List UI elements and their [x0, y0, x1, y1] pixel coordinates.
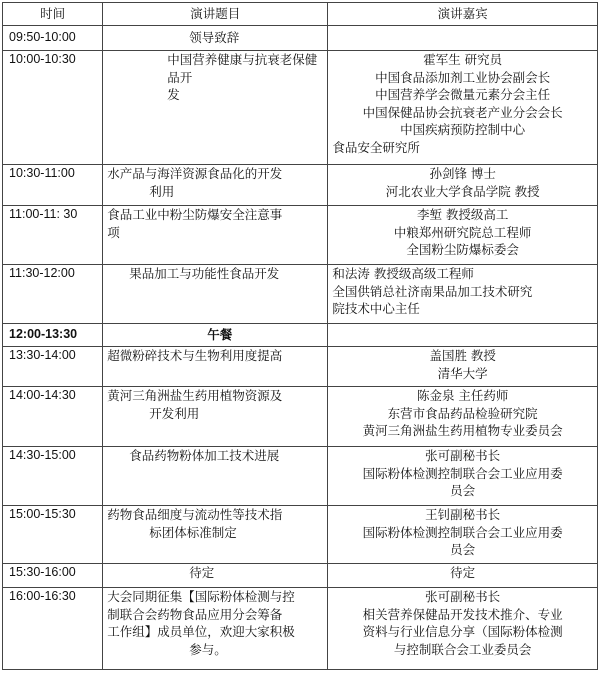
topic-cell: [103, 588, 328, 670]
topic-line: 项: [107, 224, 120, 240]
schedule-table: [2, 2, 598, 670]
speaker-line: 中国保健品协会抗衰老产业分会会长: [362, 104, 563, 120]
time-cell: 14:30-15:00: [3, 447, 103, 506]
speaker-line: 中国营养学会微量元素分会主任: [375, 87, 551, 102]
table-row: [3, 265, 598, 324]
speaker-line: 张可副秘书长: [425, 589, 501, 604]
header-row: [3, 3, 598, 26]
topic-line: 黄河三角洲盐生药用植物资源及: [107, 388, 283, 403]
table-row: [3, 51, 598, 165]
topic-line: 领导致辞: [189, 30, 240, 46]
topic-cell: [103, 165, 328, 206]
header-time: 时间: [3, 3, 103, 26]
speaker-line: 资料与行业信息分享（国际粉体检测: [362, 624, 563, 639]
topic-cell: [103, 265, 328, 324]
table-row: [3, 26, 598, 51]
table-row: [3, 206, 598, 265]
time-cell: 14:00-14:30: [3, 387, 103, 447]
speaker-cell: [328, 347, 598, 387]
speaker-line: 霍军生 研究员: [423, 52, 503, 67]
topic-cell: [103, 347, 328, 387]
time-cell: 11:30-12:00: [3, 265, 103, 324]
time-cell: 12:00-13:30: [3, 324, 103, 347]
speaker-line: 全国粉尘防爆标委会: [406, 242, 519, 257]
topic-cell: [103, 206, 328, 265]
topic-line: 果品加工与功能性食品开发: [129, 266, 280, 281]
topic-line: 开发利用: [149, 405, 200, 421]
table-row: [3, 506, 598, 564]
topic-line: 水产品与海洋资源食品化的开发: [107, 166, 283, 181]
speaker-line: 陈金泉 主任药师: [416, 388, 509, 403]
speaker-cell: [328, 564, 598, 588]
speaker-cell: [328, 324, 598, 347]
header-speaker: 演讲嘉宾: [328, 3, 598, 26]
speaker-line: 和法涛 教授级高级工程师: [332, 266, 474, 281]
speaker-line: 张可副秘书长: [425, 448, 501, 463]
speaker-line: 李堑 教授级高工: [416, 207, 509, 222]
speaker-line: 黄河三角洲盐生药用植物专业委员会: [362, 423, 563, 438]
table-row: [3, 447, 598, 506]
header-topic: 演讲题目: [103, 3, 328, 26]
speaker-line: 盖国胜 教授: [429, 348, 496, 363]
time-cell: 15:00-15:30: [3, 506, 103, 564]
speaker-line: 院技术中心主任: [332, 301, 420, 316]
speaker-line: 中国食品添加剂工业协会副会长: [375, 69, 551, 85]
time-cell: 11:00-11: 30: [3, 206, 103, 265]
speaker-cell: [328, 165, 598, 206]
topic-line: 待定: [189, 565, 215, 580]
time-cell: 09:50-10:00: [3, 26, 103, 51]
topic-line: 食品药物粉体加工技术进展: [129, 448, 280, 463]
speaker-cell: [328, 506, 598, 564]
speaker-cell: [328, 265, 598, 324]
table-row: [3, 564, 598, 588]
speaker-line: 中粮郑州研究院总工程师: [393, 224, 532, 240]
topic-line: 超微粉碎技术与生物利用度提高: [107, 348, 283, 363]
speaker-line: 待定: [450, 565, 476, 580]
topic-line: 大会同期征集【国际粉体检测与控: [107, 589, 295, 604]
topic-cell: [103, 26, 328, 51]
topic-line: 药物食品细度与流动性等技术指: [107, 507, 283, 522]
speaker-line: 中国疾病预防控制中心: [400, 122, 526, 137]
topic-line: 食品工业中粉尘防爆安全注意事: [107, 207, 283, 222]
speaker-cell: [328, 26, 598, 51]
speaker-line: 清华大学: [437, 365, 488, 381]
speaker-cell: [328, 51, 598, 165]
time-cell: 15:30-16:00: [3, 564, 103, 588]
topic-line: 制联合会药物食品应用分会筹备: [107, 606, 283, 622]
speaker-line: 与控制联合会工业委员会: [393, 641, 532, 657]
time-cell: 13:30-14:00: [3, 347, 103, 387]
topic-line: 标团体标准制定: [149, 524, 237, 540]
table-row: [3, 324, 598, 347]
speaker-line: 员会: [450, 542, 476, 557]
table-row: [3, 347, 598, 387]
topic-cell: [103, 447, 328, 506]
topic-line: 午餐: [207, 327, 233, 343]
topic-line: 工作组】成员单位，欢迎大家积极: [107, 624, 295, 639]
topic-cell: [103, 324, 328, 347]
speaker-line: 食品安全研究所: [332, 139, 420, 155]
speaker-line: 员会: [450, 483, 476, 498]
table-row: [3, 387, 598, 447]
speaker-line: 相关营养保健品开发技术推介、专业: [362, 606, 563, 622]
speaker-cell: [328, 206, 598, 265]
speaker-cell: [328, 588, 598, 670]
speaker-line: 全国供销总社济南果品加工技术研究: [332, 283, 533, 299]
speaker-line: 孙剑锋 博士: [429, 166, 496, 181]
time-cell: 10:30-11:00: [3, 165, 103, 206]
table-row: [3, 165, 598, 206]
table-row: [3, 588, 598, 670]
speaker-line: 国际粉体检测控制联合会工业应用委: [362, 524, 563, 540]
topic-line: 发: [167, 87, 180, 102]
topic-cell: [103, 564, 328, 588]
speaker-cell: [328, 387, 598, 447]
speaker-line: 东营市食品药品检验研究院: [387, 405, 538, 421]
time-cell: 10:00-10:30: [3, 51, 103, 165]
time-cell: 16:00-16:30: [3, 588, 103, 670]
speaker-line: 国际粉体检测控制联合会工业应用委: [362, 465, 563, 481]
speaker-cell: [328, 447, 598, 506]
topic-cell: [103, 506, 328, 564]
topic-line: 中国营养健康与抗衰老保健品开: [167, 52, 318, 85]
topic-cell: [103, 51, 328, 165]
topic-line: 利用: [149, 183, 175, 199]
topic-cell: [103, 387, 328, 447]
topic-line: 参与。: [189, 641, 227, 657]
speaker-line: 王钊副秘书长: [425, 507, 501, 522]
speaker-line: 河北农业大学食品学院 教授: [385, 183, 540, 199]
